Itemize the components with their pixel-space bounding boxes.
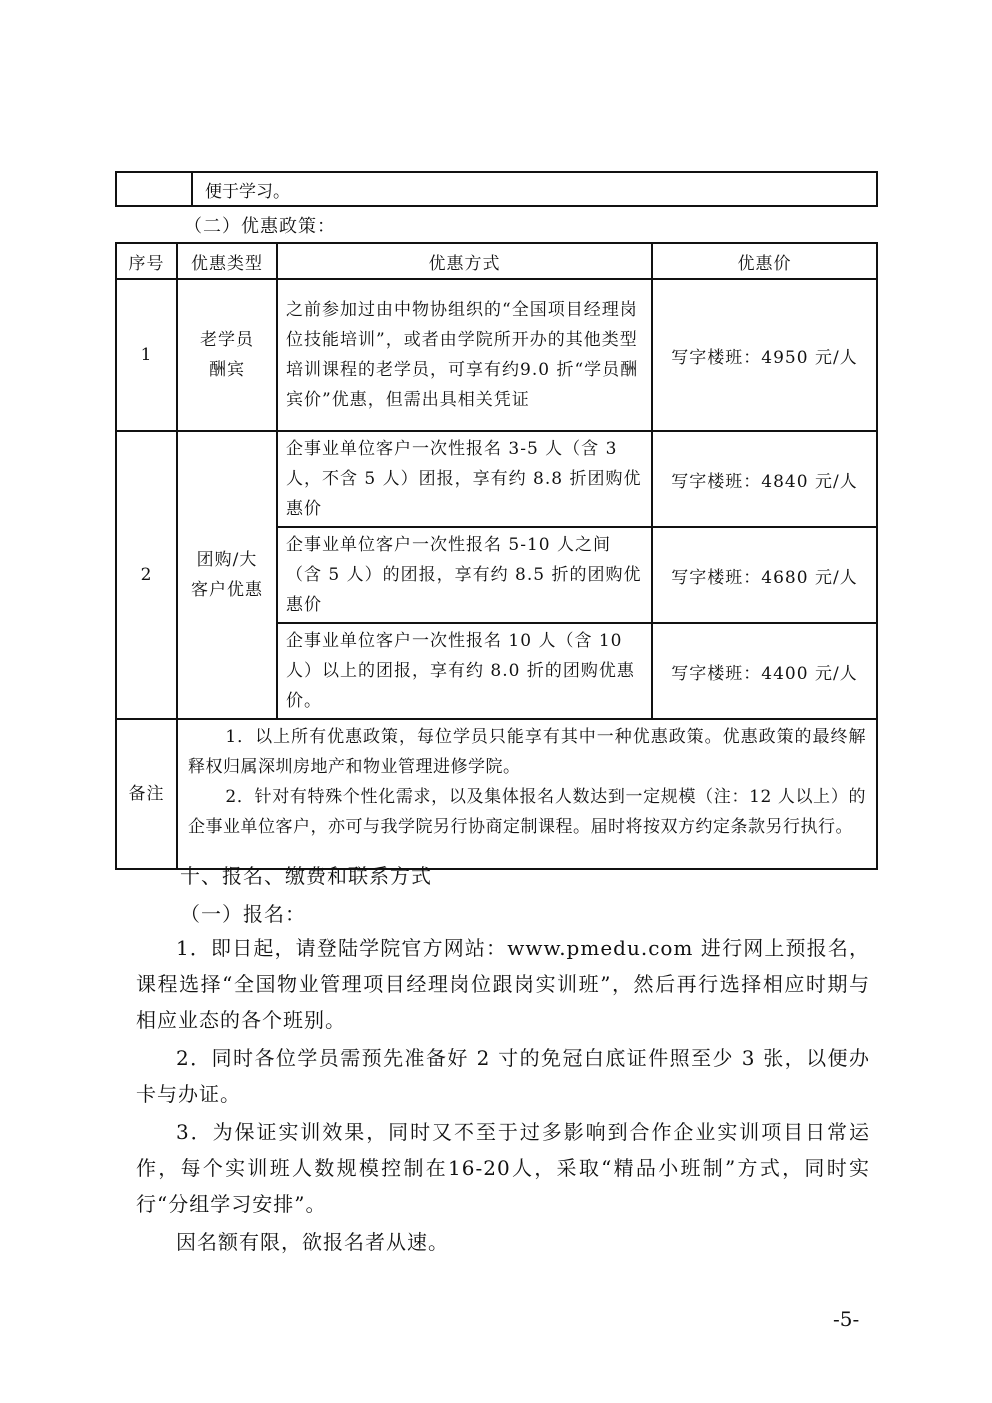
note-content — [177, 719, 877, 869]
header-type: 优惠类型 — [177, 243, 277, 279]
discount-type-line: 客户优惠 — [191, 580, 263, 600]
table-row — [116, 431, 877, 527]
page-number: -5- — [833, 1307, 860, 1331]
discount-type — [177, 279, 277, 431]
discount-price: 写字楼班：4400 元/人 — [652, 623, 877, 719]
row-number: 1 — [116, 279, 177, 431]
table-cell: 便于学习。 — [192, 172, 877, 206]
discount-description: 之前参加过由中物协组织的“全国项目经理岗位技能培训”，或者由学院所开办的其他类型培训课程的老学员，可享有约9.0 折“学员酬宾价”优惠，但需出具相关凭证 — [277, 279, 652, 431]
discount-price: 写字楼班：4840 元/人 — [652, 431, 877, 527]
discount-description: 企事业单位客户一次性报名 3-5 人（含 3 人，不含 5 人）团报，享有约 8.8 折团购优惠价 — [277, 431, 652, 527]
paragraph: 1．即日起，请登陆学院官方网站：www.pmedu.com 进行网上预报名，课程选择“全国物业管理项目经理岗位跟岗实训班”，然后再行选择相应时期与相应业态的各个班别。 — [136, 936, 870, 1032]
header-no: 序号 — [116, 243, 177, 279]
paragraph: 因名额有限，欲报名者从速。 — [176, 1230, 449, 1254]
note-item: 2．针对有特殊个性化需求，以及集体报名人数达到一定规模（注：12 人以上）的企事业单位客户，亦可与我学院另行协商定制课程。届时将按双方约定条款另行执行。 — [188, 787, 866, 837]
discount-policy-table — [115, 242, 878, 870]
discount-description: 企事业单位客户一次性报名 5-10 人之间（含 5 人）的团报，享有约 8.5 折的团购优惠价 — [277, 527, 652, 623]
table-header-row — [116, 243, 877, 279]
header-method: 优惠方式 — [277, 243, 652, 279]
discount-description: 企事业单位客户一次性报名 10 人（含 10 人）以上的团报，享有约 8.0 折的团购优惠价。 — [277, 623, 652, 719]
discount-price: 写字楼班：4950 元/人 — [652, 279, 877, 431]
paragraph: 3．为保证实训效果，同时又不至于过多影响到合作企业实训项目日常运作，每个实训班人数规模控制在16-20人，采取“精品小班制”方式，同时实行“分组学习安排”。 — [136, 1120, 870, 1216]
discount-type-line: 酬宾 — [209, 360, 245, 380]
section-title: 十、报名、缴费和联系方式 — [180, 864, 432, 888]
note-item: 1．以上所有优惠政策，每位学员只能享有其中一种优惠政策。优惠政策的最终解释权归属深圳房地产和物业管理进修学院。 — [188, 727, 866, 777]
table-cell — [116, 172, 192, 206]
policy-heading: （二）优惠政策： — [184, 216, 336, 237]
discount-price: 写字楼班：4680 元/人 — [652, 527, 877, 623]
discount-type-line: 老学员 — [200, 330, 254, 350]
discount-type — [177, 431, 277, 719]
registration-heading: （一）报名： — [180, 902, 306, 926]
table-row — [116, 279, 877, 431]
row-number: 2 — [116, 431, 177, 719]
paragraph: 2．同时各位学员需预先准备好 2 寸的免冠白底证件照至少 3 张，以便办卡与办证。 — [136, 1046, 870, 1106]
note-label: 备注 — [116, 719, 177, 869]
discount-type-line: 团购/大 — [196, 550, 258, 570]
continued-table — [115, 171, 878, 207]
table-row — [116, 172, 877, 206]
header-price: 优惠价 — [652, 243, 877, 279]
table-row — [116, 719, 877, 869]
